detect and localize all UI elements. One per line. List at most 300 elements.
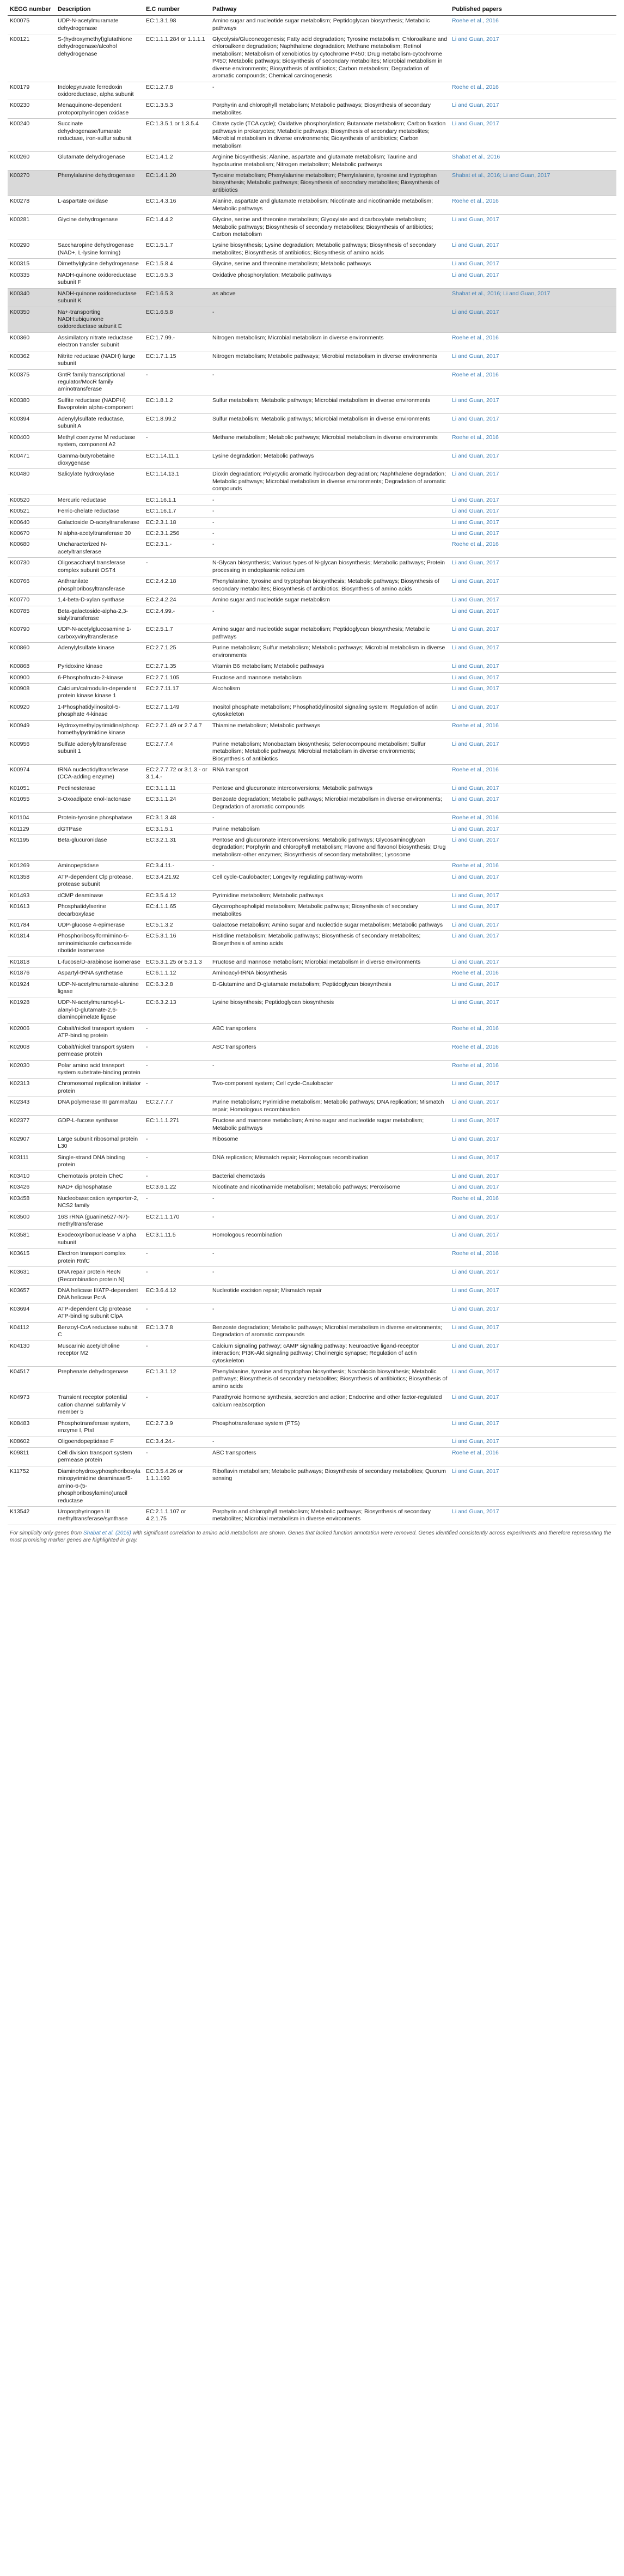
cell-pathway: -: [210, 506, 450, 517]
cell-description: Mercuric reductase: [56, 495, 144, 506]
cell-published-papers[interactable]: Roehe et al., 2016: [450, 1447, 616, 1466]
cell-pathway: -: [210, 528, 450, 539]
cell-kegg-number: K00315: [8, 259, 56, 270]
cell-description: Sulfite reductase (NADPH) flavoprotein alpha-component: [56, 395, 144, 413]
cell-pathway: Vitamin B6 metabolism; Metabolic pathways: [210, 661, 450, 672]
cell-published-papers[interactable]: Li and Guan, 2017: [450, 495, 616, 506]
table-row: [8, 1304, 616, 1322]
cell-ec-number: EC:2.5.1.7: [144, 624, 210, 643]
table-row: [8, 495, 616, 506]
table-row: [8, 576, 616, 595]
cell-published-papers[interactable]: Roehe et al., 2016: [450, 968, 616, 979]
cell-published-papers[interactable]: Li and Guan, 2017: [450, 100, 616, 119]
cell-ec-number: EC:1.1.1.271: [144, 1116, 210, 1134]
cell-kegg-number: K04130: [8, 1341, 56, 1366]
cell-pathway: Fructose and mannose metabolism: [210, 672, 450, 683]
cell-kegg-number: K02030: [8, 1060, 56, 1079]
cell-published-papers[interactable]: Li and Guan, 2017: [450, 794, 616, 813]
cell-pathway: Porphyrin and chlorophyll metabolism; Metabolic pathways; Biosynthesis of secondary metabolites; Microbial metabolism in diverse environments: [210, 1506, 450, 1525]
cell-published-papers[interactable]: Li and Guan, 2017: [450, 1392, 616, 1418]
cell-kegg-number: K01269: [8, 861, 56, 872]
header-kegg-number: KEGG number: [8, 2, 56, 16]
cell-ec-number: -: [144, 369, 210, 395]
cell-pathway: Lysine degradation; Metabolic pathways: [210, 450, 450, 469]
cell-published-papers[interactable]: Li and Guan, 2017: [450, 835, 616, 861]
cell-published-papers[interactable]: Li and Guan, 2017: [450, 672, 616, 683]
cell-description: dGTPase: [56, 824, 144, 835]
cell-ec-number: EC:2.3.1.-: [144, 539, 210, 558]
cell-ec-number: EC:1.3.7.8: [144, 1322, 210, 1341]
cell-ec-number: EC:3.6.4.12: [144, 1286, 210, 1304]
cell-ec-number: EC:1.5.8.4: [144, 259, 210, 270]
cell-ec-number: EC:3.2.1.31: [144, 835, 210, 861]
cell-description: Nucleobase:cation symporter-2, NCS2 family: [56, 1193, 144, 1211]
cell-published-papers[interactable]: Roehe et al., 2016: [450, 1249, 616, 1267]
cell-pathway: Nitrogen metabolism; Metabolic pathways; Microbial metabolism in diverse environments: [210, 351, 450, 369]
table-row: [8, 702, 616, 720]
cell-pathway: Dioxin degradation; Polycyclic aromatic hydrocarbon degradation; Naphthalene degradation; Metabolic pathways; Microbial metabolism in diverse environments; Degradation of aromatic compounds: [210, 469, 450, 495]
table-row: [8, 979, 616, 997]
cell-published-papers[interactable]: Li and Guan, 2017: [450, 307, 616, 332]
cell-kegg-number: K00860: [8, 643, 56, 661]
cell-published-papers[interactable]: Li and Guan, 2017: [450, 270, 616, 288]
table-row: [8, 119, 616, 152]
table-body: [8, 16, 616, 1525]
cell-ec-number: EC:2.4.99.-: [144, 606, 210, 624]
cell-kegg-number: K02907: [8, 1134, 56, 1153]
cell-pathway: Glycine, serine and threonine metabolism; Glyoxylate and dicarboxylate metabolism; Metabolic pathways; Biosynthesis of secondary metabolites; Biosynthesis of antibiotics; Carbon metabolism: [210, 215, 450, 240]
cell-ec-number: -: [144, 1304, 210, 1322]
cell-published-papers[interactable]: Li and Guan, 2017: [450, 1171, 616, 1182]
table-row: [8, 170, 616, 196]
cell-pathway: Glycolysis/Gluconeogenesis; Fatty acid degradation; Tyrosine metabolism; Chloroalkane and chloroalkene degradation; Naphthalene degradation; Methane metabolism; Retinol metabolism; Metabolism of xenobiotics by cytochrome P450; Drug metabolism-cytochrome P450; Metabolic pathways; Biosynthesis of secondary metabolites; Microbial metabolism in diverse environments; Biosynthesis of antibiotics; Carbon metabolism; Degradation of aromatic compounds; Chemical carcinogenesis: [210, 34, 450, 82]
cell-published-papers[interactable]: Li and Guan, 2017: [450, 1466, 616, 1506]
cell-kegg-number: K01195: [8, 835, 56, 861]
cell-published-papers[interactable]: Roehe et al., 2016: [450, 1023, 616, 1042]
cell-published-papers[interactable]: Roehe et al., 2016: [450, 432, 616, 450]
table-row: [8, 369, 616, 395]
table-row: [8, 1230, 616, 1249]
cell-kegg-number: K04112: [8, 1322, 56, 1341]
table-row: [8, 469, 616, 495]
cell-pathway: Aminoacyl-tRNA biosynthesis: [210, 968, 450, 979]
cell-published-papers[interactable]: Li and Guan, 2017: [450, 1152, 616, 1171]
table-row: [8, 684, 616, 702]
cell-published-papers[interactable]: Li and Guan, 2017: [450, 872, 616, 890]
cell-pathway: Pentose and glucuronate interconversions; Metabolic pathways; Glycosaminoglycan degradation; Porphyrin and chlorophyll metabolism; Flavone and flavonol biosynthesis; Drug metabolism-other enzymes; Biosynthesis of secondary metabolites; Lysosome: [210, 835, 450, 861]
cell-ec-number: EC:1.2.7.8: [144, 82, 210, 100]
cell-published-papers[interactable]: Roehe et al., 2016: [450, 332, 616, 351]
cell-published-papers[interactable]: Li and Guan, 2017: [450, 783, 616, 794]
cell-kegg-number: K01876: [8, 968, 56, 979]
cell-pathway: Cell cycle-Caulobacter; Longevity regulating pathway-worm: [210, 872, 450, 890]
cell-ec-number: EC:1.6.5.3: [144, 288, 210, 307]
cell-description: Saccharopine dehydrogenase (NAD+, L-lysine forming): [56, 240, 144, 259]
table-row: [8, 528, 616, 539]
cell-description: Phosphoribosylformimino-5-aminoimidazole carboxamide ribotide isomerase: [56, 931, 144, 957]
cell-description: tRNA nucleotidyltransferase (CCA-adding enzyme): [56, 764, 144, 783]
cell-pathway: Homologous recombination: [210, 1230, 450, 1249]
table-row: [8, 270, 616, 288]
cell-pathway: -: [210, 861, 450, 872]
cell-ec-number: EC:3.1.1.11: [144, 783, 210, 794]
table-row: [8, 957, 616, 967]
cell-published-papers[interactable]: Li and Guan, 2017: [450, 1182, 616, 1193]
cell-published-papers[interactable]: Li and Guan, 2017: [450, 1304, 616, 1322]
cell-published-papers[interactable]: Li and Guan, 2017: [450, 902, 616, 920]
cell-published-papers[interactable]: Roehe et al., 2016: [450, 539, 616, 558]
table-row: [8, 1506, 616, 1525]
cell-published-papers[interactable]: Li and Guan, 2017: [450, 1116, 616, 1134]
cell-pathway: Phenylalanine, tyrosine and tryptophan biosynthesis; Metabolic pathways; Biosynthesis of secondary metabolites; Biosynthesis of antibiotics; Biosynthesis of amino acids: [210, 576, 450, 595]
cell-pathway: -: [210, 517, 450, 528]
table-row: [8, 1322, 616, 1341]
cell-published-papers[interactable]: Li and Guan, 2017: [450, 469, 616, 495]
cell-ec-number: EC:1.8.1.2: [144, 395, 210, 413]
cell-published-papers[interactable]: Li and Guan, 2017: [450, 824, 616, 835]
cell-published-papers[interactable]: Li and Guan, 2017: [450, 1267, 616, 1286]
cell-ec-number: EC:2.3.1.18: [144, 517, 210, 528]
cell-description: UDP-N-acetylmuramoyl-L-alanyl-D-glutamate-2,6-diaminopimelate ligase: [56, 997, 144, 1023]
cell-published-papers[interactable]: Roehe et al., 2016: [450, 1042, 616, 1060]
cell-published-papers[interactable]: Li and Guan, 2017: [450, 119, 616, 152]
cell-pathway: Pentose and glucuronate interconversions; Metabolic pathways: [210, 783, 450, 794]
cell-ec-number: EC:1.16.1.7: [144, 506, 210, 517]
footnote-text-end: with significant correlation to amino acid metabolism are shown. Genes that lacked function annotation were removed. Genes identified consistently across experiments and therefore representing the most promising marker genes are highlighted in gray.: [10, 1530, 611, 1544]
cell-ec-number: -: [144, 1193, 210, 1211]
cell-ec-number: EC:3.5.4.12: [144, 890, 210, 901]
cell-description: Single-strand DNA binding protein: [56, 1152, 144, 1171]
cell-description: Polar amino acid transport system substrate-binding protein: [56, 1060, 144, 1079]
cell-description: Beta-glucuronidase: [56, 835, 144, 861]
cell-pathway: Calcium signaling pathway; cAMP signaling pathway; Neuroactive ligand-receptor interaction; PI3K-Akt signaling pathway; Cholinergic synapse; Regulation of actin cytoskeleton: [210, 1341, 450, 1366]
table-footnote: [8, 1525, 616, 1544]
cell-published-papers[interactable]: Li and Guan, 2017: [450, 517, 616, 528]
cell-published-papers[interactable]: Li and Guan, 2017: [450, 1366, 616, 1392]
table-row: [8, 450, 616, 469]
cell-ec-number: EC:3.5.4.26 or 1.1.1.193: [144, 1466, 210, 1506]
cell-published-papers[interactable]: Li and Guan, 2017: [450, 528, 616, 539]
cell-published-papers[interactable]: Roehe et al., 2016: [450, 1060, 616, 1079]
cell-kegg-number: K02006: [8, 1023, 56, 1042]
cell-kegg-number: K00290: [8, 240, 56, 259]
cell-ec-number: EC:1.14.13.1: [144, 469, 210, 495]
table-row: [8, 152, 616, 170]
cell-ec-number: EC:1.16.1.1: [144, 495, 210, 506]
cell-ec-number: EC:1.1.1.284 or 1.1.1.1: [144, 34, 210, 82]
cell-description: ATP-dependent Clp protease ATP-binding subunit ClpA: [56, 1304, 144, 1322]
cell-ec-number: EC:1.3.1.98: [144, 16, 210, 34]
cell-published-papers[interactable]: Roehe et al., 2016: [450, 369, 616, 395]
cell-ec-number: EC:3.1.1.24: [144, 794, 210, 813]
cell-published-papers[interactable]: Li and Guan, 2017: [450, 34, 616, 82]
cell-description: Menaquinone-dependent protoporphyrinogen oxidase: [56, 100, 144, 119]
cell-ec-number: EC:2.7.11.17: [144, 684, 210, 702]
cell-description: Assimilatory nitrate reductase electron transfer subunit: [56, 332, 144, 351]
table-header-row: [8, 2, 616, 16]
table-row: [8, 558, 616, 576]
cell-description: Na+-transporting NADH:ubiquinone oxidoreductase subunit E: [56, 307, 144, 332]
cell-kegg-number: K03458: [8, 1193, 56, 1211]
cell-published-papers[interactable]: Shabat et al., 2016; Li and Guan, 2017: [450, 170, 616, 196]
cell-kegg-number: K01051: [8, 783, 56, 794]
cell-ec-number: EC:5.3.1.25 or 5.3.1.3: [144, 957, 210, 967]
cell-published-papers[interactable]: Shabat et al., 2016: [450, 152, 616, 170]
cell-published-papers[interactable]: Li and Guan, 2017: [450, 702, 616, 720]
header-description: Description: [56, 2, 144, 16]
cell-kegg-number: K01924: [8, 979, 56, 997]
cell-published-papers[interactable]: Li and Guan, 2017: [450, 1341, 616, 1366]
cell-published-papers[interactable]: Roehe et al., 2016: [450, 764, 616, 783]
table-row: [8, 595, 616, 606]
cell-published-papers[interactable]: Li and Guan, 2017: [450, 1097, 616, 1116]
cell-published-papers[interactable]: Li and Guan, 2017: [450, 413, 616, 432]
cell-kegg-number: K03410: [8, 1171, 56, 1182]
cell-ec-number: EC:1.4.4.2: [144, 215, 210, 240]
cell-ec-number: -: [144, 1392, 210, 1418]
cell-pathway: -: [210, 1193, 450, 1211]
cell-description: NAD+ diphosphatase: [56, 1182, 144, 1193]
cell-pathway: Purine metabolism; Pyrimidine metabolism; Metabolic pathways; DNA replication; Mismatch repair; Homologous recombination: [210, 1097, 450, 1116]
cell-ec-number: EC:2.7.3.9: [144, 1418, 210, 1436]
cell-published-papers[interactable]: Roehe et al., 2016: [450, 196, 616, 215]
cell-pathway: Arginine biosynthesis; Alanine, aspartate and glutamate metabolism; Taurine and hypotaurine metabolism; Nitrogen metabolism; Metabolic pathways: [210, 152, 450, 170]
cell-description: L-fucose/D-arabinose isomerase: [56, 957, 144, 967]
table-row: [8, 794, 616, 813]
cell-kegg-number: K02008: [8, 1042, 56, 1060]
cell-pathway: Methane metabolism; Metabolic pathways; Microbial metabolism in diverse environments: [210, 432, 450, 450]
cell-pathway: Pyrimidine metabolism; Metabolic pathways: [210, 890, 450, 901]
cell-description: Ferric-chelate reductase: [56, 506, 144, 517]
cell-pathway: Amino sugar and nucleotide sugar metabolism; Peptidoglycan biosynthesis; Metabolic pathways: [210, 624, 450, 643]
cell-ec-number: EC:2.4.2.24: [144, 595, 210, 606]
cell-pathway: Purine metabolism; Monobactam biosynthesis; Selenocompound metabolism; Sulfur metabolism; Metabolic pathways; Microbial metabolism in diverse environments; Biosynthesis of antibiotics: [210, 739, 450, 764]
cell-kegg-number: K00380: [8, 395, 56, 413]
cell-kegg-number: K00278: [8, 196, 56, 215]
cell-kegg-number: K03500: [8, 1211, 56, 1230]
cell-published-papers[interactable]: Li and Guan, 2017: [450, 558, 616, 576]
table-row: [8, 1418, 616, 1436]
cell-ec-number: -: [144, 1042, 210, 1060]
cell-published-papers[interactable]: Li and Guan, 2017: [450, 643, 616, 661]
cell-ec-number: EC:1.3.5.3: [144, 100, 210, 119]
cell-published-papers[interactable]: Li and Guan, 2017: [450, 919, 616, 930]
cell-description: 6-Phosphofructo-2-kinase: [56, 672, 144, 683]
cell-ec-number: EC:2.7.1.149: [144, 702, 210, 720]
cell-pathway: Nicotinate and nicotinamide metabolism; Metabolic pathways; Peroxisome: [210, 1182, 450, 1193]
table-row: [8, 413, 616, 432]
cell-description: Oligosaccharyl transferase complex subunit OST4: [56, 558, 144, 576]
cell-pathway: ABC transporters: [210, 1447, 450, 1466]
table-row: [8, 813, 616, 824]
cell-published-papers[interactable]: Li and Guan, 2017: [450, 595, 616, 606]
cell-pathway: Histidine metabolism; Metabolic pathways; Biosynthesis of secondary metabolites; Biosynthesis of amino acids: [210, 931, 450, 957]
cell-kegg-number: K00179: [8, 82, 56, 100]
cell-description: 3-Oxoadipate enol-lactonase: [56, 794, 144, 813]
table-row: [8, 1366, 616, 1392]
cell-kegg-number: K00230: [8, 100, 56, 119]
cell-description: 1,4-beta-D-xylan synthase: [56, 595, 144, 606]
cell-pathway: Lysine biosynthesis; Peptidoglycan biosynthesis: [210, 997, 450, 1023]
cell-published-papers[interactable]: Li and Guan, 2017: [450, 506, 616, 517]
cell-ec-number: EC:5.3.1.16: [144, 931, 210, 957]
cell-ec-number: EC:3.1.5.1: [144, 824, 210, 835]
cell-ec-number: EC:1.14.11.1: [144, 450, 210, 469]
cell-ec-number: EC:2.7.1.35: [144, 661, 210, 672]
cell-published-papers[interactable]: Li and Guan, 2017: [450, 890, 616, 901]
cell-published-papers[interactable]: Li and Guan, 2017: [450, 1134, 616, 1153]
cell-pathway: Amino sugar and nucleotide sugar metabolism: [210, 595, 450, 606]
cell-pathway: Fructose and mannose metabolism; Amino sugar and nucleotide sugar metabolism; Metabolic pathways: [210, 1116, 450, 1134]
cell-published-papers[interactable]: Li and Guan, 2017: [450, 624, 616, 643]
cell-pathway: -: [210, 539, 450, 558]
cell-ec-number: EC:1.4.1.20: [144, 170, 210, 196]
cell-published-papers[interactable]: Li and Guan, 2017: [450, 1079, 616, 1097]
table-row: [8, 606, 616, 624]
cell-pathway: Sulfur metabolism; Metabolic pathways; Microbial metabolism in diverse environments: [210, 395, 450, 413]
cell-pathway: Two-component system; Cell cycle-Caulobacter: [210, 1079, 450, 1097]
cell-published-papers[interactable]: Li and Guan, 2017: [450, 606, 616, 624]
cell-kegg-number: K11752: [8, 1466, 56, 1506]
footnote-citation-link[interactable]: Shabat et al. (2016): [83, 1530, 131, 1536]
cell-pathway: -: [210, 82, 450, 100]
cell-description: Adenylylsulfate kinase: [56, 643, 144, 661]
table-row: [8, 307, 616, 332]
cell-ec-number: EC:6.3.2.13: [144, 997, 210, 1023]
cell-ec-number: -: [144, 1341, 210, 1366]
cell-published-papers[interactable]: Li and Guan, 2017: [450, 351, 616, 369]
cell-ec-number: -: [144, 558, 210, 576]
table-row: [8, 931, 616, 957]
cell-kegg-number: K00521: [8, 506, 56, 517]
table-row: [8, 624, 616, 643]
cell-pathway: Phenylalanine, tyrosine and tryptophan biosynthesis; Novobiocin biosynthesis; Metabolic pathways; Biosynthesis of secondary metabolites; Biosynthesis of antibiotics; Biosynthesis of amino acids: [210, 1366, 450, 1392]
table-row: [8, 919, 616, 930]
cell-kegg-number: K00121: [8, 34, 56, 82]
cell-kegg-number: K01129: [8, 824, 56, 835]
table-row: [8, 764, 616, 783]
cell-published-papers[interactable]: Li and Guan, 2017: [450, 1230, 616, 1249]
cell-published-papers[interactable]: Li and Guan, 2017: [450, 576, 616, 595]
cell-kegg-number: K03694: [8, 1304, 56, 1322]
cell-ec-number: EC:2.7.7.4: [144, 739, 210, 764]
cell-pathway: Phosphotransferase system (PTS): [210, 1418, 450, 1436]
cell-pathway: Benzoate degradation; Metabolic pathways; Microbial metabolism in diverse environments; Degradation of aromatic compounds: [210, 794, 450, 813]
cell-description: Salicylate hydroxylase: [56, 469, 144, 495]
table-row: [8, 661, 616, 672]
header-ec-number: E.C number: [144, 2, 210, 16]
cell-published-papers[interactable]: Li and Guan, 2017: [450, 684, 616, 702]
cell-published-papers[interactable]: Li and Guan, 2017: [450, 1322, 616, 1341]
cell-published-papers[interactable]: Roehe et al., 2016: [450, 861, 616, 872]
cell-description: Muscarinic acetylcholine receptor M2: [56, 1341, 144, 1366]
cell-published-papers[interactable]: Li and Guan, 2017: [450, 739, 616, 764]
table-row: [8, 1249, 616, 1267]
cell-ec-number: EC:2.1.1.170: [144, 1211, 210, 1230]
cell-pathway: Alcoholism: [210, 684, 450, 702]
cell-ec-number: EC:5.1.3.2: [144, 919, 210, 930]
cell-kegg-number: K01493: [8, 890, 56, 901]
cell-ec-number: EC:1.3.5.1 or 1.3.5.4: [144, 119, 210, 152]
table-row: [8, 1286, 616, 1304]
cell-ec-number: EC:2.4.2.18: [144, 576, 210, 595]
cell-description: UDP-N-acetylglucosamine 1-carboxyvinyltransferase: [56, 624, 144, 643]
cell-kegg-number: K00480: [8, 469, 56, 495]
cell-description: Gamma-butyrobetaine dioxygenase: [56, 450, 144, 469]
cell-pathway: Bacterial chemotaxis: [210, 1171, 450, 1182]
cell-published-papers[interactable]: Li and Guan, 2017: [450, 450, 616, 469]
cell-pathway: Thiamine metabolism; Metabolic pathways: [210, 720, 450, 739]
cell-published-papers[interactable]: Li and Guan, 2017: [450, 661, 616, 672]
cell-published-papers[interactable]: Li and Guan, 2017: [450, 1211, 616, 1230]
cell-pathway: -: [210, 1304, 450, 1322]
cell-description: Hydroxymethylpyrimidine/phosphomethylpyrimidine kinase: [56, 720, 144, 739]
cell-published-papers[interactable]: Roehe et al., 2016: [450, 720, 616, 739]
cell-kegg-number: K00956: [8, 739, 56, 764]
table-row: [8, 1341, 616, 1366]
cell-ec-number: -: [144, 1079, 210, 1097]
cell-kegg-number: K00075: [8, 16, 56, 34]
kegg-gene-table: [8, 2, 616, 1525]
cell-pathway: Purine metabolism; Sulfur metabolism; Metabolic pathways; Microbial metabolism in diverse environments: [210, 643, 450, 661]
cell-kegg-number: K00790: [8, 624, 56, 643]
cell-pathway: Lysine biosynthesis; Lysine degradation; Metabolic pathways; Biosynthesis of secondary metabolites; Biosynthesis of antibiotics; Biosynthesis of amino acids: [210, 240, 450, 259]
cell-published-papers[interactable]: Roehe et al., 2016: [450, 1193, 616, 1211]
cell-kegg-number: K01784: [8, 919, 56, 930]
cell-description: Prephenate dehydrogenase: [56, 1366, 144, 1392]
footnote-text-start: For simplicity only genes from: [10, 1530, 84, 1536]
cell-published-papers[interactable]: Roehe et al., 2016: [450, 16, 616, 34]
cell-kegg-number: K09811: [8, 1447, 56, 1466]
cell-published-papers[interactable]: Li and Guan, 2017: [450, 259, 616, 270]
cell-kegg-number: K00640: [8, 517, 56, 528]
cell-kegg-number: K00375: [8, 369, 56, 395]
cell-ec-number: EC:3.4.11.-: [144, 861, 210, 872]
cell-published-papers[interactable]: Li and Guan, 2017: [450, 979, 616, 997]
cell-ec-number: -: [144, 1267, 210, 1286]
cell-description: Cobalt/nickel transport system permease protein: [56, 1042, 144, 1060]
cell-kegg-number: K00471: [8, 450, 56, 469]
cell-description: Phosphatidylserine decarboxylase: [56, 902, 144, 920]
cell-ec-number: EC:2.7.1.105: [144, 672, 210, 683]
cell-published-papers[interactable]: Shabat et al., 2016; Li and Guan, 2017: [450, 288, 616, 307]
cell-description: UDP-glucose 4-epimerase: [56, 919, 144, 930]
table-row: [8, 351, 616, 369]
cell-published-papers[interactable]: Li and Guan, 2017: [450, 1286, 616, 1304]
cell-published-papers[interactable]: Li and Guan, 2017: [450, 395, 616, 413]
table-row: [8, 1193, 616, 1211]
cell-published-papers[interactable]: Li and Guan, 2017: [450, 957, 616, 967]
table-row: [8, 1042, 616, 1060]
cell-published-papers[interactable]: Li and Guan, 2017: [450, 997, 616, 1023]
cell-published-papers[interactable]: Li and Guan, 2017: [450, 931, 616, 957]
table-row: [8, 196, 616, 215]
cell-published-papers[interactable]: Roehe et al., 2016: [450, 813, 616, 824]
cell-published-papers[interactable]: Li and Guan, 2017: [450, 1506, 616, 1525]
cell-published-papers[interactable]: Li and Guan, 2017: [450, 1418, 616, 1436]
cell-description: Chromosomal replication initiator protein: [56, 1079, 144, 1097]
cell-published-papers[interactable]: Li and Guan, 2017: [450, 240, 616, 259]
cell-kegg-number: K00785: [8, 606, 56, 624]
cell-published-papers[interactable]: Roehe et al., 2016: [450, 82, 616, 100]
cell-description: Glycine dehydrogenase: [56, 215, 144, 240]
cell-published-papers[interactable]: Li and Guan, 2017: [450, 215, 616, 240]
cell-description: Nitrite reductase (NADH) large subunit: [56, 351, 144, 369]
cell-pathway: -: [210, 1249, 450, 1267]
cell-description: Pyridoxine kinase: [56, 661, 144, 672]
cell-published-papers[interactable]: Li and Guan, 2017: [450, 1436, 616, 1447]
cell-ec-number: EC:3.4.21.92: [144, 872, 210, 890]
